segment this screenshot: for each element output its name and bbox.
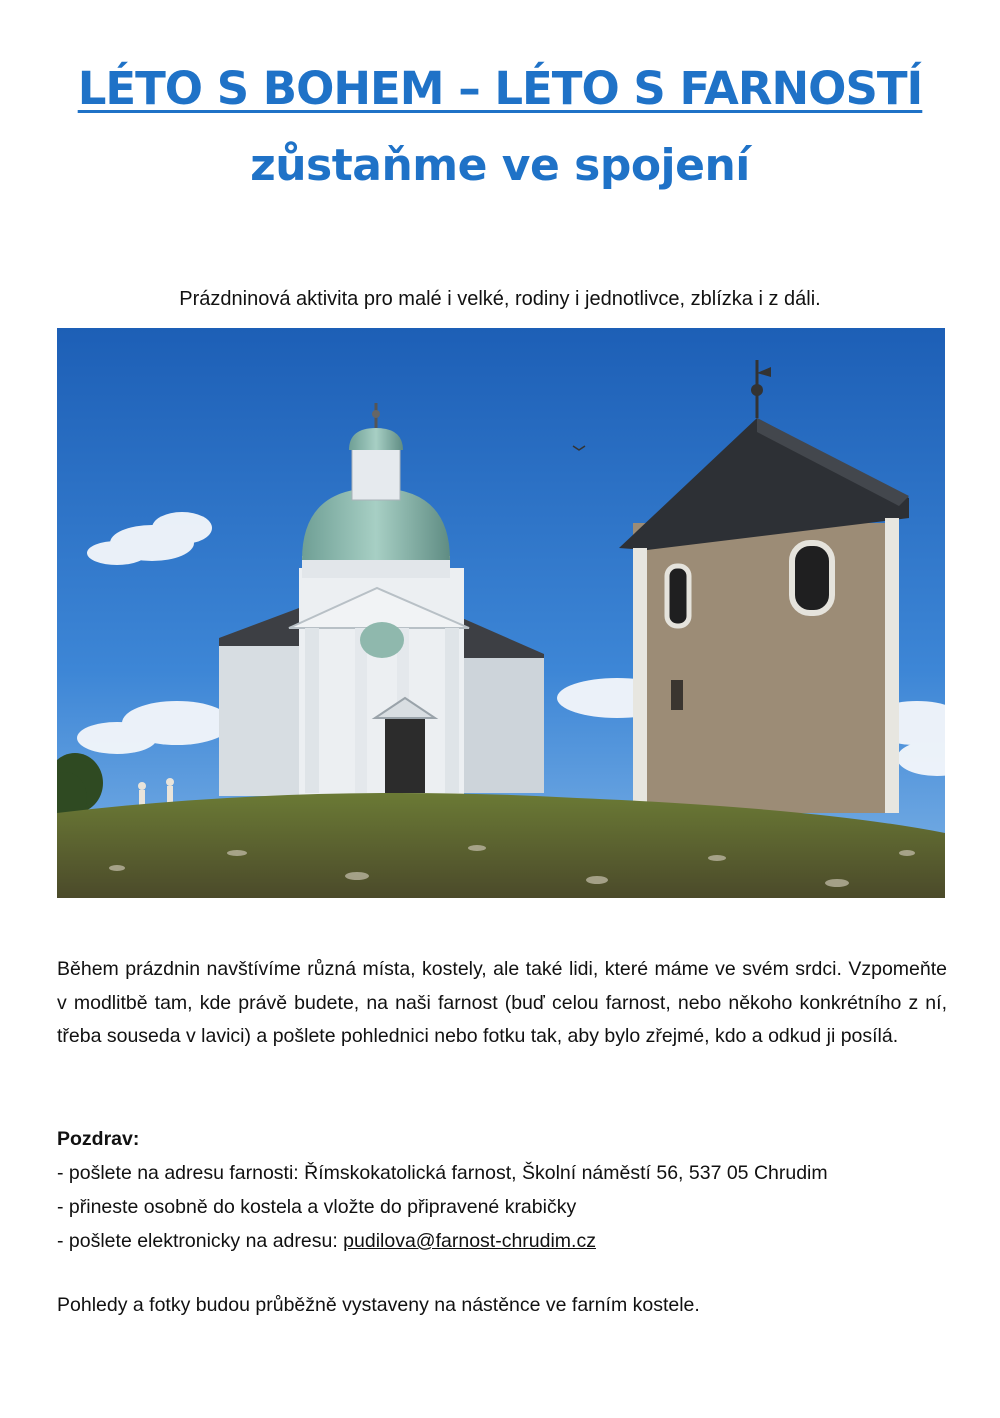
- chapel-photo: [57, 328, 945, 898]
- email-link[interactable]: pudilova@farnost-chrudim.cz: [343, 1230, 596, 1252]
- greeting-section: [57, 1122, 947, 1258]
- greeting-option-email: [57, 1224, 947, 1258]
- closing-text: Pohledy a fotky budou průběžně vystaveny na nástěnce ve farním kostele.: [57, 1294, 700, 1316]
- page-title: [0, 58, 1000, 120]
- greeting-label: Pozdrav:: [57, 1128, 140, 1150]
- page-title-text: LÉTO S BOHEM – LÉTO S FARNOSTÍ: [77, 62, 923, 115]
- body-paragraph: Během prázdnin navštívíme různá místa, kostely, ale také lidi, které máme ve svém srdci. Vzpomeňte v modlitbě tam, kde právě budete, na naši farnost (buď celou farnost, nebo někoho konkrétního z ní, třeba souseda v lavici) a pošlete pohlednici nebo fotku tak, aby bylo zřejmé, kdo a odkud ji posílá.: [57, 958, 947, 1047]
- greeting-option-church: - přineste osobně do kostela a vložte do připravené krabičky: [57, 1196, 577, 1218]
- page-subtitle: zůstaňme ve spojení: [250, 140, 750, 191]
- greeting-email-prefix: - pošlete elektronicky na adresu:: [57, 1230, 344, 1252]
- intro-text: Prázdninová aktivita pro malé i velké, rodiny i jednotlivce, zblízka i z dáli.: [179, 288, 821, 310]
- greeting-option-post: - pošlete na adresu farnosti: Římskokatolická farnost, Školní náměstí 56, 537 05 Chrudim: [57, 1162, 828, 1184]
